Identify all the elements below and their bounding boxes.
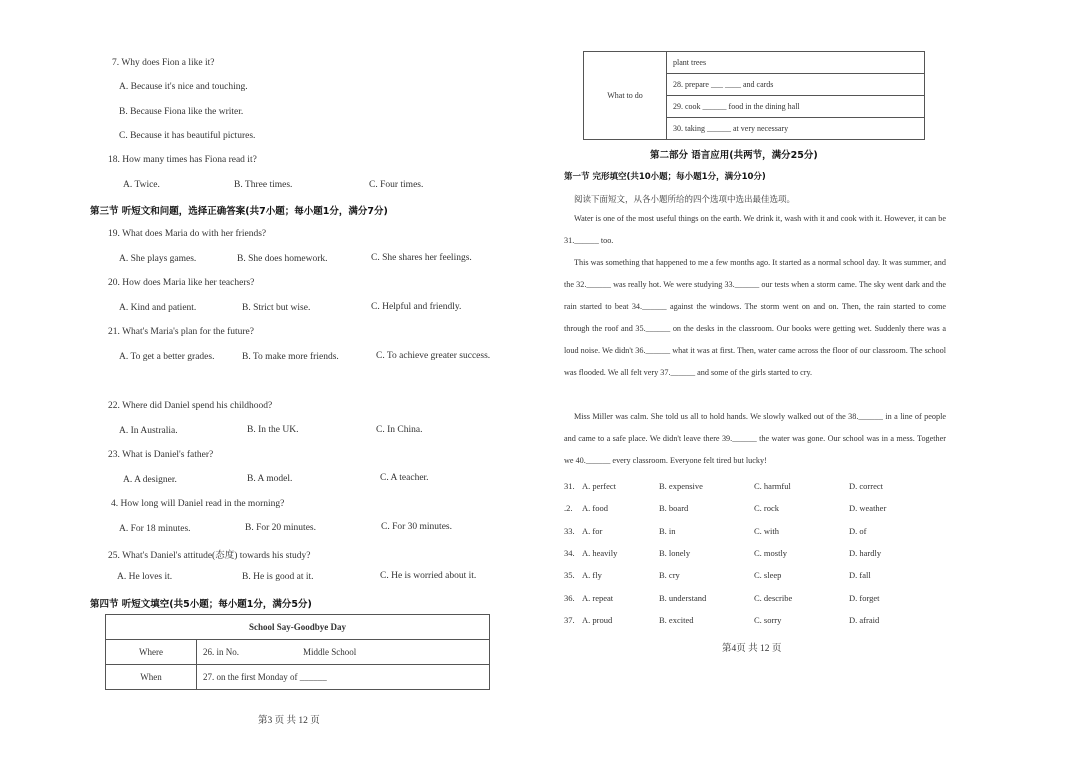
answer-option-a: A. for <box>582 525 603 536</box>
answer-option-b: B. lonely <box>659 547 691 558</box>
question-22-option-b: B. In the UK. <box>247 425 299 435</box>
answer-option-d: D. correct <box>849 481 883 491</box>
question-24: 4. How long will Daniel read in the morning? <box>111 499 285 509</box>
answer-option-d: D. weather <box>849 503 887 514</box>
question-23-option-a: A. A designer. <box>123 475 177 485</box>
table-row-4: 30. taking ______ at very necessary <box>667 118 925 140</box>
answer-option-a: A. perfect <box>582 481 616 491</box>
table-value-where-2: Middle School <box>297 640 490 665</box>
question-19-option-a: A. She plays games. <box>119 254 197 264</box>
page-footer-right: 第4页 共 12 页 <box>722 644 782 654</box>
question-21-option-c: C. To achieve greater success. <box>376 351 491 361</box>
answer-option-a: A. heavily <box>582 547 618 558</box>
question-25: 25. What's Daniel's attitude(态度) towards his study? <box>108 551 311 561</box>
answer-option-a: A. food <box>582 503 608 514</box>
answer-option-c: C. harmful <box>754 481 791 491</box>
question-24-option-a: A. For 18 minutes. <box>119 524 191 534</box>
answer-number: 37. <box>564 614 575 625</box>
table-title: School Say-Goodbye Day <box>106 615 490 640</box>
answer-number: 34. <box>564 547 575 558</box>
question-19-option-b: B. She does homework. <box>237 254 328 264</box>
question-17-option-c: C. Because it has beautiful pictures. <box>119 131 256 141</box>
table-row-2: 28. prepare ___ ____ and cards <box>667 74 925 96</box>
question-18: 18. How many times has Fiona read it? <box>108 155 257 165</box>
answer-option-c: C. describe <box>754 592 793 603</box>
answer-option-c: C. rock <box>754 503 780 514</box>
question-23-option-b: B. A model. <box>247 474 293 484</box>
answer-number: 31. <box>564 481 575 491</box>
page-footer-left: 第3 页 共 12 页 <box>258 716 320 726</box>
answer-option-b: B. excited <box>659 614 694 625</box>
answer-option-b: B. cry <box>659 570 680 581</box>
question-20-option-b: B. Strict but wise. <box>242 303 311 313</box>
question-20: 20. How does Maria like her teachers? <box>108 278 255 288</box>
answer-option-b: B. expensive <box>659 481 703 491</box>
question-21-option-a: A. To get a better grades. <box>119 352 215 362</box>
table-label-where: Where <box>106 640 197 665</box>
answer-number: .2. <box>564 503 573 514</box>
section-1-heading: 第一节 完形填空(共10小题；每小题1分，满分10分) <box>564 172 766 182</box>
table-value-when: 27. on the first Monday of ______ <box>197 665 490 690</box>
question-24-option-c: C. For 30 minutes. <box>381 522 452 532</box>
question-18-option-b: B. Three times. <box>234 180 293 190</box>
table-label-what-to-do: What to do <box>584 52 667 140</box>
answer-option-d: D. of <box>849 525 867 536</box>
question-21: 21. What's Maria's plan for the future? <box>108 327 254 337</box>
passage-paragraph-3: Miss Miller was calm. She told us all to hold hands. We slowly walked out of the 38.______ in a line of people and came to a safe place. We didn't leave there 39.______ the water was gone. Our school was in a mess. Together we 40.______ every classroom. Everyone felt tired but lucky! <box>564 412 946 465</box>
answer-option-a: A. proud <box>582 614 613 625</box>
table-label-when: When <box>106 665 197 690</box>
passage-paragraph-1: Water is one of the most useful things on the earth. We drink it, wash with it and cook with it. However, it can be 31.______ too. <box>564 214 946 245</box>
question-23: 23. What is Daniel's father? <box>108 450 214 460</box>
section-3-heading: 第三节 听短文和问题，选择正确答案(共7小题；每小题1分，满分7分) <box>90 206 388 217</box>
table-row-3: 29. cook ______ food in the dining hall <box>667 96 925 118</box>
answer-option-c: C. with <box>754 525 780 536</box>
answer-option-b: B. understand <box>659 592 707 603</box>
question-25-option-a: A. He loves it. <box>117 572 173 582</box>
question-22-option-c: C. In China. <box>376 425 423 435</box>
question-18-option-a: A. Twice. <box>123 180 160 190</box>
passage-paragraph-2: This was something that happened to me a few months ago. It started as a normal school day. It was summer, and the 32.______ was really hot. We were studying 33.______ our tests when a storm came. The sky went dark and the rain started to beat 34.______ against the windows. The storm went on and on. Then, the rain started to come through the roof and 35.______ on the desks in the classroom. Our books were getting wet. Suddenly there was a loud noise. We didn't 36.______ what it was at first. Then, water came across the floor of our classroom. The school was flooded. We all felt very 37.______ and some of the girls started to cry. <box>564 258 946 377</box>
question-17: 7. Why does Fion a like it? <box>112 58 215 68</box>
table-value-where: 26. in No. <box>197 640 298 665</box>
answer-option-d: D. fall <box>849 570 871 581</box>
question-17-option-a: A. Because it's nice and touching. <box>119 82 248 92</box>
question-21-option-b: B. To make more friends. <box>242 352 339 362</box>
section-4-heading: 第四节 听短文填空(共5小题；每小题1分，满分5分) <box>90 599 312 610</box>
answer-option-a: A. fly <box>582 570 602 581</box>
question-22: 22. Where did Daniel spend his childhood? <box>108 401 273 411</box>
instruction: 阅读下面短文，从各小题所给的四个选项中选出最佳选项。 <box>574 195 796 205</box>
question-20-option-a: A. Kind and patient. <box>119 303 197 313</box>
question-25-option-b: B. He is good at it. <box>242 572 314 582</box>
answer-option-d: D. hardly <box>849 547 882 558</box>
answer-option-c: C. mostly <box>754 547 788 558</box>
question-25-option-c: C. He is worried about it. <box>380 571 477 581</box>
question-23-option-c: C. A teacher. <box>380 473 429 483</box>
question-20-option-c: C. Helpful and friendly. <box>371 302 462 312</box>
answer-option-d: D. forget <box>849 592 880 603</box>
answer-option-d: D. afraid <box>849 614 880 625</box>
answer-option-b: B. board <box>659 503 689 514</box>
answer-number: 35. <box>564 570 575 581</box>
part-2-heading: 第二部分 语言应用(共两节，满分25分) <box>650 150 818 161</box>
answer-number: 36. <box>564 592 575 603</box>
question-17-option-b: B. Because Fiona like the writer. <box>119 107 244 117</box>
answer-option-a: A. repeat <box>582 592 614 603</box>
table-row-1: plant trees <box>667 52 925 74</box>
answer-option-c: C. sleep <box>754 570 782 581</box>
answer-option-c: C. sorry <box>754 614 782 625</box>
question-22-option-a: A. In Australia. <box>119 426 178 436</box>
what-to-do-table <box>583 51 925 140</box>
answer-option-b: B. in <box>659 525 676 536</box>
say-goodbye-day-table <box>105 614 490 690</box>
answer-number: 33. <box>564 525 575 536</box>
question-18-option-c: C. Four times. <box>369 180 424 190</box>
question-24-option-b: B. For 20 minutes. <box>245 523 316 533</box>
question-19-option-c: C. She shares her feelings. <box>371 253 472 263</box>
question-19: 19. What does Maria do with her friends? <box>108 229 267 239</box>
